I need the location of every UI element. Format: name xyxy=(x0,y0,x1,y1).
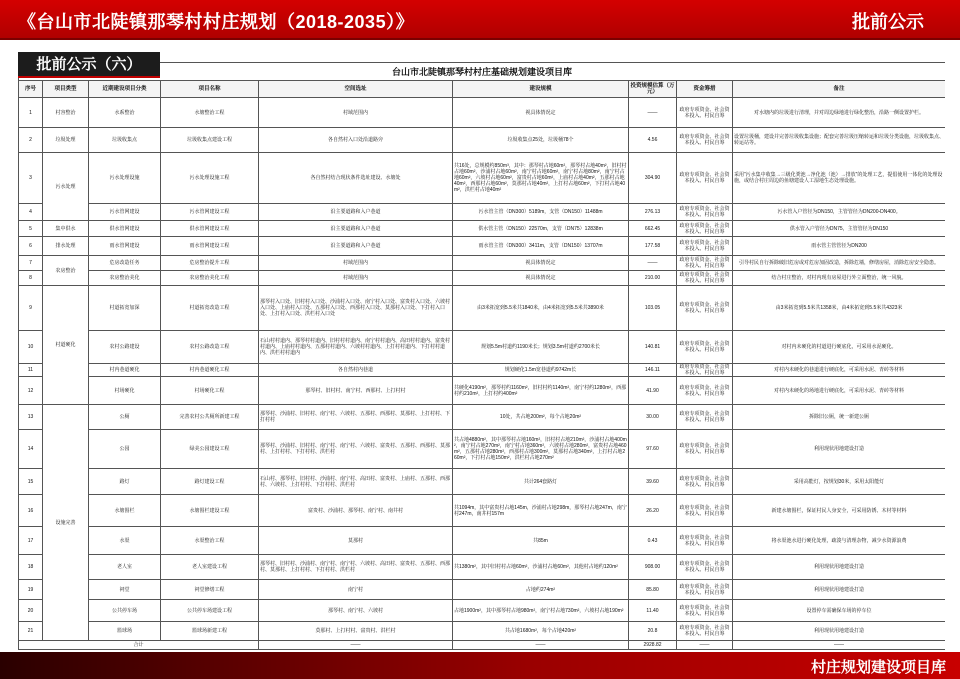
cell-project-name: 污水管网建设工程 xyxy=(161,204,259,221)
cell-investment: 210.00 xyxy=(629,271,677,286)
cell-funding: 政府专项资金、社会资本投入、村民自筹 xyxy=(677,237,733,256)
table-row xyxy=(19,580,946,600)
cell-investment: 4.56 xyxy=(629,128,677,153)
cell-scale: 共16处，总规模约850m³，其中：那琴村占地60m²，那琴村占地40m²，旧村村占地60m²，沙浦村占地60m²，南宁村占地60m²，南宁村占地80m²，南宁村占地60m²，六坡村占地60m²，富贵村占地60m²，上庙村占地40m²，五那村占地40m²，西那村占地60m²，莫那村占地40m²，上打村占地60m²，下打村占地40m²，洪栏村占地40m² xyxy=(453,153,629,204)
cell-funding: 政府专项资金、社会资本投入、村民自筹 xyxy=(677,405,733,430)
cell-no: 18 xyxy=(19,555,43,580)
cell-note: 采用“污水集中收集→三级化粪池→净化池（池）→排放”的处理工艺，提倡使用一体化的处理设施，或结合村庄周边的鱼塘建设人工湿地生态处理设施。 xyxy=(733,153,946,204)
cell-investment: 662.45 xyxy=(629,221,677,237)
cell-scale: 视具体情况定 xyxy=(453,271,629,286)
cell-note: 由3米拓宽到5.5米共1358米，由4米拓宽到5.5米共4323米 xyxy=(733,286,946,331)
cell-no: 8 xyxy=(19,271,43,286)
col-header-type: 项目类型 xyxy=(43,81,89,98)
cell-investment: 85.80 xyxy=(629,580,677,600)
cell-no: 5 xyxy=(19,221,43,237)
cell-note: 设置垃圾桶，建设并完善垃圾收集设施；配套完善垃圾压缩转运和垃圾分类设施，垃圾收集点、转运站等。 xyxy=(733,128,946,153)
cell-location: 各自然村内巷道 xyxy=(259,364,453,377)
document-title: 《台山市北陡镇那琴村村庄规划（2018-2035）》 xyxy=(18,12,415,32)
total-scale: —— xyxy=(453,641,629,650)
cell-project-name: 污水处理设施工程 xyxy=(161,153,259,204)
cell-project-type: 垃圾处理 xyxy=(43,128,89,153)
table-row xyxy=(19,364,946,377)
cell-scale: 10处，共占地200m²，每个占地20m² xyxy=(453,405,629,430)
cell-note: 新建水塘围栏，保证村民人身安全，可采用防锈、木材等材料 xyxy=(733,495,946,527)
cell-note: 设置停车需确保车场的停车位 xyxy=(733,600,946,622)
cell-no: 9 xyxy=(19,286,43,331)
cell-funding: 政府专项资金、社会资本投入、村民自筹 xyxy=(677,331,733,364)
cell-no: 13 xyxy=(19,405,43,430)
col-header-name: 项目名称 xyxy=(161,81,259,98)
header-bar xyxy=(0,0,960,40)
cell-project-name: 篮球场新建工程 xyxy=(161,622,259,641)
cell-scale: 视具体情况定 xyxy=(453,256,629,271)
cell-funding: 政府专项资金、社会资本投入、村民自筹 xyxy=(677,377,733,405)
cell-no: 15 xyxy=(19,469,43,495)
cell-no: 12 xyxy=(19,377,43,405)
table-row xyxy=(19,377,946,405)
footer-title: 村庄规划建设项目库 xyxy=(810,659,946,676)
cell-scale: 共1380m²，其中旧村村占地60m²，沙浦村占地60m²，其他村占地约120m² xyxy=(453,555,629,580)
cell-location: 各自然村入口处沿道路旁 xyxy=(259,128,453,153)
cell-subcategory: 污水管网建设 xyxy=(89,204,161,221)
cell-project-name: 农房整治美化工程 xyxy=(161,271,259,286)
cell-subcategory: 公园 xyxy=(89,430,161,469)
col-header-no: 序号 xyxy=(19,81,43,98)
cell-location: 那琴村、沙浦村、旧村村、南宁村、六坡村、五那村、西那村、莫那村、上打村村、下打村村 xyxy=(259,405,453,430)
cell-subcategory: 雨水管网建设 xyxy=(89,237,161,256)
cell-project-type: 农房整治 xyxy=(43,256,89,286)
cell-location: 村域范围内 xyxy=(259,256,453,271)
cell-funding: 政府专项资金、社会资本投入、村民自筹 xyxy=(677,364,733,377)
cell-scale: 占地1900m²，其中那琴村占地980m²，南宁村占地730m²，六坡村占地190m² xyxy=(453,600,629,622)
cell-project-type: 污水处理 xyxy=(43,153,89,221)
cell-investment: 103.05 xyxy=(629,286,677,331)
section-label: 批前公示（六） xyxy=(18,52,160,78)
table-row xyxy=(19,98,946,128)
cell-project-type: 村容整治 xyxy=(43,98,89,128)
cell-note: 对村内未硬化的场地进行硬底化，可采用水泥、青砖等材料 xyxy=(733,377,946,405)
cell-note: 利用现状用地建设打造 xyxy=(733,555,946,580)
cell-subcategory: 祠堂 xyxy=(89,580,161,600)
cell-no: 1 xyxy=(19,98,43,128)
project-table xyxy=(18,62,945,650)
cell-no: 2 xyxy=(19,128,43,153)
cell-note: 利用现状用地建设打造 xyxy=(733,622,946,641)
col-header-scale: 建设规模 xyxy=(453,81,629,98)
cell-funding: 政府专项资金、社会资本投入、村民自筹 xyxy=(677,204,733,221)
cell-funding: 政府专项资金、社会资本投入、村民自筹 xyxy=(677,286,733,331)
cell-subcategory: 垃圾收集点 xyxy=(89,128,161,153)
cell-project-name: 垃圾收集点建设工程 xyxy=(161,128,259,153)
cell-note: 污水管入户管径为DN150，主管管径为DN200-DN400。 xyxy=(733,204,946,221)
cell-note: 对村内未硬化的巷道进行硬底化，可采用水泥、青砖等材料 xyxy=(733,364,946,377)
cell-subcategory: 路灯 xyxy=(89,469,161,495)
table-row xyxy=(19,128,946,153)
cell-scale: 共占地4880m²，其中那琴村占地160m²，旧村村占地210m²，沙浦村占地400m²，南宁村占地270m²，南宁村占地360m²，六坡村占地280m²，富贵村占地460m²，五那村占地280m²，西那村占地300m²，莫那村占地340m²，上打村占地260m²，下打村占地150m²，洪栏村占地270m² xyxy=(453,430,629,469)
table-row xyxy=(19,430,946,469)
table-body xyxy=(19,98,946,650)
cell-location: 那琴村、南宁村、六坡村 xyxy=(259,600,453,622)
cell-funding: 政府专项资金、社会资本投入、村民自筹 xyxy=(677,495,733,527)
table-row xyxy=(19,256,946,271)
cell-funding: 政府专项资金、社会资本投入、村民自筹 xyxy=(677,153,733,204)
table-row xyxy=(19,237,946,256)
cell-funding: 政府专项资金、社会资本投入、村民自筹 xyxy=(677,256,733,271)
col-header-investment: 投资规模估算（万元） xyxy=(629,81,677,98)
cell-scale: 垃圾收集点25处，垃圾桶78个 xyxy=(453,128,629,153)
cell-subcategory: 农村公路建设 xyxy=(89,331,161,364)
cell-location: 沿主要道路和入户巷道 xyxy=(259,221,453,237)
cell-funding: 政府专项资金、社会资本投入、村民自筹 xyxy=(677,555,733,580)
cell-investment: 30.00 xyxy=(629,405,677,430)
cell-scale: 共占地1680m²，每个占地420m² xyxy=(453,622,629,641)
cell-subcategory: 村内巷道硬化 xyxy=(89,364,161,377)
table-row xyxy=(19,405,946,430)
cell-investment: 0.43 xyxy=(629,527,677,555)
cell-funding: 政府专项资金、社会资本投入、村民自筹 xyxy=(677,430,733,469)
cell-project-type: 排水处理 xyxy=(43,237,89,256)
cell-subcategory: 农房整治美化 xyxy=(89,271,161,286)
cell-note: 利用现状用地建设打造 xyxy=(733,430,946,469)
cell-location: 那琴村入口处、旧村村入口处、沙浦村入口处、南宁村入口处、富贵村入口处、六坡村入口处、上庙村入口处、五那村入口处、西那村入口处、莫那村入口处、下打村入口处、上打村入口处、洪栏村入口处 xyxy=(259,286,453,331)
cell-project-name: 老人室建设工程 xyxy=(161,555,259,580)
cell-project-type: 村道硬化 xyxy=(43,286,89,405)
cell-project-name: 雨水管网建设工程 xyxy=(161,237,259,256)
cell-project-name: 村道拓宽改造工程 xyxy=(161,286,259,331)
cell-scale: 供水管主管（DN150）22570m，支管（DN75）12838m xyxy=(453,221,629,237)
cell-project-name: 水塘整治工程 xyxy=(161,98,259,128)
cell-location: 莫那村 xyxy=(259,527,453,555)
cell-note: 引导村民自行拆除破旧危房或对危房加固改造，拆除危墙，修缮房屋，消除危房安全隐患。 xyxy=(733,256,946,271)
cell-funding: 政府专项资金、社会资本投入、村民自筹 xyxy=(677,622,733,641)
cell-location: 石山村、那琴村、旧村村、沙浦村、南宁村、高田村、富贵村、上庙村、五那村、西那村、六坡村、上打村村、下打村村、洪栏村 xyxy=(259,469,453,495)
table-row xyxy=(19,331,946,364)
table-header-row xyxy=(19,81,946,98)
cell-scale: 共1094m，其中富贵村占地145m，沙浦村占地298m，那琴村占地247m，南宁村247m，南井村157m xyxy=(453,495,629,527)
project-table-wrapper xyxy=(18,62,945,650)
cell-subcategory: 供水管网建设 xyxy=(89,221,161,237)
total-location: —— xyxy=(259,641,453,650)
cell-project-name: 水塘围栏建设工程 xyxy=(161,495,259,527)
cell-investment: 39.60 xyxy=(629,469,677,495)
cell-scale: 规划5.5m村道约1190米长；规划3.5m村道约2700米长 xyxy=(453,331,629,364)
cell-scale: 视具体情况定 xyxy=(453,98,629,128)
cell-no: 17 xyxy=(19,527,43,555)
cell-funding: 政府专项资金、社会资本投入、村民自筹 xyxy=(677,580,733,600)
cell-investment: 908.00 xyxy=(629,555,677,580)
cell-no: 4 xyxy=(19,204,43,221)
cell-location: 村域范围内 xyxy=(259,271,453,286)
cell-scale: 占地约274m² xyxy=(453,580,629,600)
table-row xyxy=(19,469,946,495)
cell-investment: 41.90 xyxy=(629,377,677,405)
cell-no: 10 xyxy=(19,331,43,364)
cell-project-name: 完善农村公共厕所新建工程 xyxy=(161,405,259,430)
cell-subcategory: 村场硬化 xyxy=(89,377,161,405)
cell-project-name: 水渠整治工程 xyxy=(161,527,259,555)
cell-subcategory: 村道拓宽加深 xyxy=(89,286,161,331)
cell-no: 14 xyxy=(19,430,43,469)
cell-scale: 共85m xyxy=(453,527,629,555)
cell-note: 采用高能灯，按规划30米，采用太阳能灯 xyxy=(733,469,946,495)
cell-project-name: 祠堂修缮工程 xyxy=(161,580,259,600)
cell-location: 那琴村、沙浦村、旧村村、南宁村、南宁村、六坡村、富贵村、五那村、西那村、莫那村、上打村村、下打村村、洪栏村 xyxy=(259,430,453,469)
cell-investment: 304.90 xyxy=(629,153,677,204)
cell-project-name: 村内巷道硬化工程 xyxy=(161,364,259,377)
cell-scale: 共硬化4190m²，那琴村约1160m²，旧村村约1140m²，南宁村约1280m²，西那村约210m²，上打村约400m² xyxy=(453,377,629,405)
cell-project-type: 设施完善 xyxy=(43,405,89,641)
publicity-badge: 批前公示 xyxy=(852,12,924,32)
cell-note: 利用现状用地建设打造 xyxy=(733,580,946,600)
cell-scale: 规划硬化1.5m宽巷道约9742m长 xyxy=(453,364,629,377)
cell-investment: —— xyxy=(629,98,677,128)
cell-project-name: 公共停车场建设工程 xyxy=(161,600,259,622)
cell-subcategory: 篮球场 xyxy=(89,622,161,641)
cell-project-name: 绿美公园建设工程 xyxy=(161,430,259,469)
cell-project-type: 集中供水 xyxy=(43,221,89,237)
cell-subcategory: 水塘围栏 xyxy=(89,495,161,527)
cell-investment: 146.11 xyxy=(629,364,677,377)
cell-note: 对水塘内的垃圾进行清理，并对周边绿地进行绿化整治，沿路一侧设置护栏。 xyxy=(733,98,946,128)
cell-investment: —— xyxy=(629,256,677,271)
footer-bar xyxy=(0,652,960,679)
cell-project-name: 供水管网建设工程 xyxy=(161,221,259,237)
cell-location: 南宁村 xyxy=(259,580,453,600)
col-header-funding: 资金筹措 xyxy=(677,81,733,98)
cell-project-name: 农村公路改造工程 xyxy=(161,331,259,364)
table-row xyxy=(19,622,946,641)
cell-investment: 26.20 xyxy=(629,495,677,527)
cell-funding: 政府专项资金、社会资本投入、村民自筹 xyxy=(677,600,733,622)
table-title: 台山市北陡镇那琴村村庄基础规划建设项目库 xyxy=(19,63,946,81)
cell-note: 拆除旧公厕，统一新建公厕 xyxy=(733,405,946,430)
cell-funding: 政府专项资金、社会资本投入、村民自筹 xyxy=(677,98,733,128)
cell-no: 21 xyxy=(19,622,43,641)
cell-scale: 污水管主管（DN300）5189m，支管（DN150）11488m xyxy=(453,204,629,221)
table-row xyxy=(19,271,946,286)
total-funding: —— xyxy=(677,641,733,650)
cell-project-name: 危房整治提升工程 xyxy=(161,256,259,271)
cell-note: 结合村庄整治，对村内现有房屋进行外立面整治，统一风貌。 xyxy=(733,271,946,286)
total-investment: 2928.82 xyxy=(629,641,677,650)
cell-scale: 共计264套路灯 xyxy=(453,469,629,495)
col-header-note: 备注 xyxy=(733,81,946,98)
cell-subcategory: 水渠 xyxy=(89,527,161,555)
total-label: 合计 xyxy=(19,641,259,650)
cell-location: 那琴村、旧村村、沙浦村、南宁村、南宁村、六坡村、高田村、富贵村、五那村、西那村、莫那村、上打村村、下打村村、洪栏村 xyxy=(259,555,453,580)
total-note: —— xyxy=(733,641,946,650)
cell-subcategory: 水系整治 xyxy=(89,98,161,128)
cell-no: 7 xyxy=(19,256,43,271)
cell-no: 3 xyxy=(19,153,43,204)
table-row xyxy=(19,153,946,204)
table-row xyxy=(19,204,946,221)
cell-note: 雨水管主管管径为DN200 xyxy=(733,237,946,256)
table-row xyxy=(19,286,946,331)
table-row xyxy=(19,221,946,237)
cell-subcategory: 公厕 xyxy=(89,405,161,430)
cell-note: 对村内未硬化的村道进行硬底化，可采用水泥硬化。 xyxy=(733,331,946,364)
cell-funding: 政府专项资金、社会资本投入、村民自筹 xyxy=(677,527,733,555)
cell-scale: 由3米拓宽到5.5米共1840米，由4米拓宽到5.5米共3890米 xyxy=(453,286,629,331)
table-row xyxy=(19,527,946,555)
cell-investment: 11.40 xyxy=(629,600,677,622)
cell-no: 20 xyxy=(19,600,43,622)
cell-investment: 276.13 xyxy=(629,204,677,221)
cell-location: 富贵村、沙浦村、那琴村、南宁村、南井村 xyxy=(259,495,453,527)
cell-location: 沿主要道路和入户巷道 xyxy=(259,204,453,221)
cell-note: 将水渠池水进行硬化处理，疏浚与清理杂物，减少水资源浪费 xyxy=(733,527,946,555)
cell-no: 19 xyxy=(19,580,43,600)
cell-project-name: 村场硬化工程 xyxy=(161,377,259,405)
cell-investment: 140.81 xyxy=(629,331,677,364)
cell-no: 16 xyxy=(19,495,43,527)
cell-location: 村域范围内 xyxy=(259,98,453,128)
cell-subcategory: 老人室 xyxy=(89,555,161,580)
cell-investment: 177.58 xyxy=(629,237,677,256)
cell-subcategory: 危房改造任务 xyxy=(89,256,161,271)
cell-funding: 政府专项资金、社会资本投入、村民自筹 xyxy=(677,221,733,237)
table-row xyxy=(19,495,946,527)
col-header-subcategory: 近期建设项目分类 xyxy=(89,81,161,98)
cell-project-name: 路灯建设工程 xyxy=(161,469,259,495)
cell-subcategory: 公共停车场 xyxy=(89,600,161,622)
cell-scale: 雨水管主管（DN300）3411m，支管（DN150）13707m xyxy=(453,237,629,256)
cell-location: 莫那村、上打村村、富贵村、洪栏村 xyxy=(259,622,453,641)
table-row xyxy=(19,555,946,580)
cell-location: 石山村村道内、那琴村村道内、旧村村村道内、南宁村村道内、高田村村道内、富贵村村道内、上庙村村道内、五那村村道内、六坡村村道内、上打村村道内、下打村村道内、洪栏村村道内 xyxy=(259,331,453,364)
total-row xyxy=(19,641,946,650)
cell-funding: 政府专项资金、社会资本投入、村民自筹 xyxy=(677,128,733,153)
cell-location: 各自然村结合现状条件选址建设、水塘处 xyxy=(259,153,453,204)
cell-no: 6 xyxy=(19,237,43,256)
cell-investment: 97.60 xyxy=(629,430,677,469)
cell-investment: 20.8 xyxy=(629,622,677,641)
cell-location: 沿主要道路和入户巷道 xyxy=(259,237,453,256)
table-row xyxy=(19,600,946,622)
cell-no: 11 xyxy=(19,364,43,377)
cell-funding: 政府专项资金、社会资本投入、村民自筹 xyxy=(677,469,733,495)
cell-location: 那琴村、旧村村、南宁村、西那村、上打村村 xyxy=(259,377,453,405)
cell-funding: 政府专项资金、社会资本投入、村民自筹 xyxy=(677,271,733,286)
col-header-location: 空间选址 xyxy=(259,81,453,98)
cell-subcategory: 污水处理设施 xyxy=(89,153,161,204)
cell-note: 供水管入户管径为DN75，主管管径为DN150 xyxy=(733,221,946,237)
